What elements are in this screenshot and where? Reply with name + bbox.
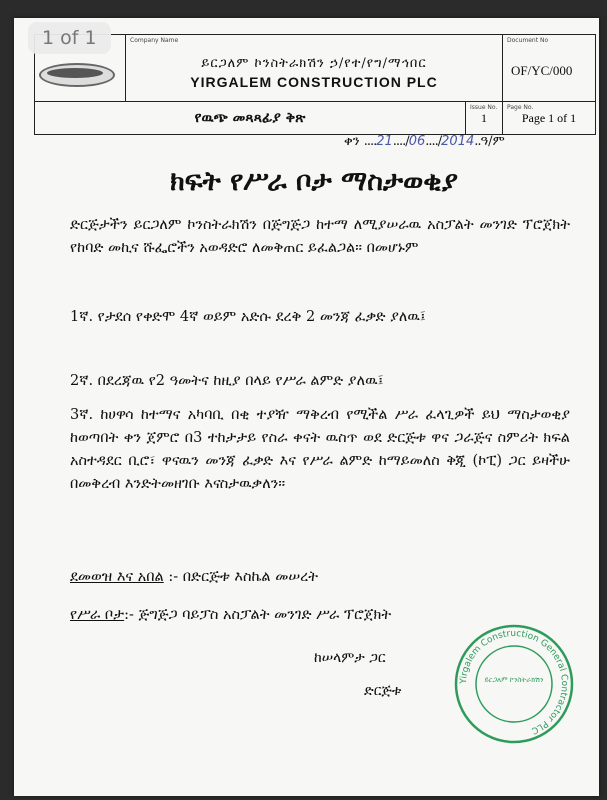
page-number-label: Page No. <box>507 104 534 111</box>
date-month: 06 <box>408 134 426 149</box>
form-title: የዉጭ መጻጻፊያ ቅጽ <box>35 102 466 134</box>
salary-line <box>70 566 570 589</box>
page-number-cell <box>503 102 595 134</box>
closing-signature: ድርጅቱ <box>364 683 402 699</box>
document-page <box>14 18 599 796</box>
issue-number: 1 <box>481 111 487 125</box>
requirement-1: 1ኛ. የታደሰ የቀድሞ 4ኛ ወይም አድሱ ደረቅ 2 መንጃ ፈቃድ ያለዉ፤ <box>70 309 426 325</box>
letterhead-table <box>34 34 596 135</box>
intro-paragraph: ድርጅታችን ይርጋለም ኮንስትራክሽን በጅግጅጋ ከተማ ለሚያሠራዉ አስፓልት መንገድ ፕሮጀክት የከባድ መኪና ሹፌሮችን አወዳድሮ ለመቅጠር ይፈልጋል። በመሆኑም <box>70 217 570 256</box>
date-suffix: ዓ/ም <box>480 134 505 149</box>
requirement-2: 2ኛ. በደረጃዉ የ2 ዓመትና ከዚያ በላይ የሥራ ልምድ ያለዉ፤ <box>70 373 384 389</box>
company-name-amharic: ይርጋለም ኮንስትራክሽን ኃ/የተ/የግ/ማኅበር <box>201 56 427 71</box>
issue-number-cell <box>466 102 503 134</box>
date-line: ቀን ....21..../06..../2014..ዓ/ም <box>344 134 505 149</box>
date-prefix: ቀን <box>344 134 360 149</box>
closing-regards: ከሠላምታ ጋር <box>314 650 386 666</box>
date-year: 2014 <box>441 134 475 149</box>
stamp-text-amharic: ይርጋለም ኮንስትራክሽን <box>484 676 544 684</box>
requirement-3: 3ኛ. ከሀዋሳ ከተማና አካባቢ በቂ ተያዥ ማቅረብ የሚችል ሥራ ፈላጊዎች ይህ ማስታወቂያ ከወጣበት ቀን ጀምሮ በ3 ተከታታይ የስራ ቀናት ዉስጥ ወደ ድርጅቱ ዋና ጋራጅና ስምሪት ክፍል አስተዳደር ቢሮ፣ ዋናዉን መንጃ ፈቃድ እና የሥራ ልምድ ከማይመለስ ቅጂ (ኮፒ) ጋር ይዛችሁ በመቅረብ እንድትመዘገቡ እናስታዉቃለን። <box>70 407 570 492</box>
announcement-title: ክፍት የሥራ ቦታ ማስታወቂያ <box>170 166 458 197</box>
workplace-label: የሥራ ቦታ <box>70 607 125 623</box>
company-name-label: Company Name <box>130 37 179 44</box>
document-number-label: Document No <box>507 37 549 44</box>
salary-value: :- በድርጅቱ እስኬል መሠረት <box>168 569 319 585</box>
page-indicator: 1 of 1 <box>28 22 111 54</box>
stamp-text: Yirgalem Construction General Contractor PLC <box>458 628 570 736</box>
date-day: 21 <box>376 134 393 149</box>
document-number: OF/YC/000 <box>511 63 573 78</box>
company-name-cell <box>126 35 503 101</box>
company-stamp <box>452 622 576 746</box>
document-number-cell <box>503 35 595 101</box>
issue-number-label: Issue No. <box>470 104 498 111</box>
workplace-value: :- ጅግጅጋ ባይፓስ አስፓልት መንገድ ሥራ ፕሮጀክት <box>124 607 392 623</box>
salary-label: ደመወዝ እና አበል <box>70 569 164 585</box>
company-name-english: YIRGALEM CONSTRUCTION PLC <box>190 74 438 90</box>
page-number: Page 1 of 1 <box>521 111 577 125</box>
